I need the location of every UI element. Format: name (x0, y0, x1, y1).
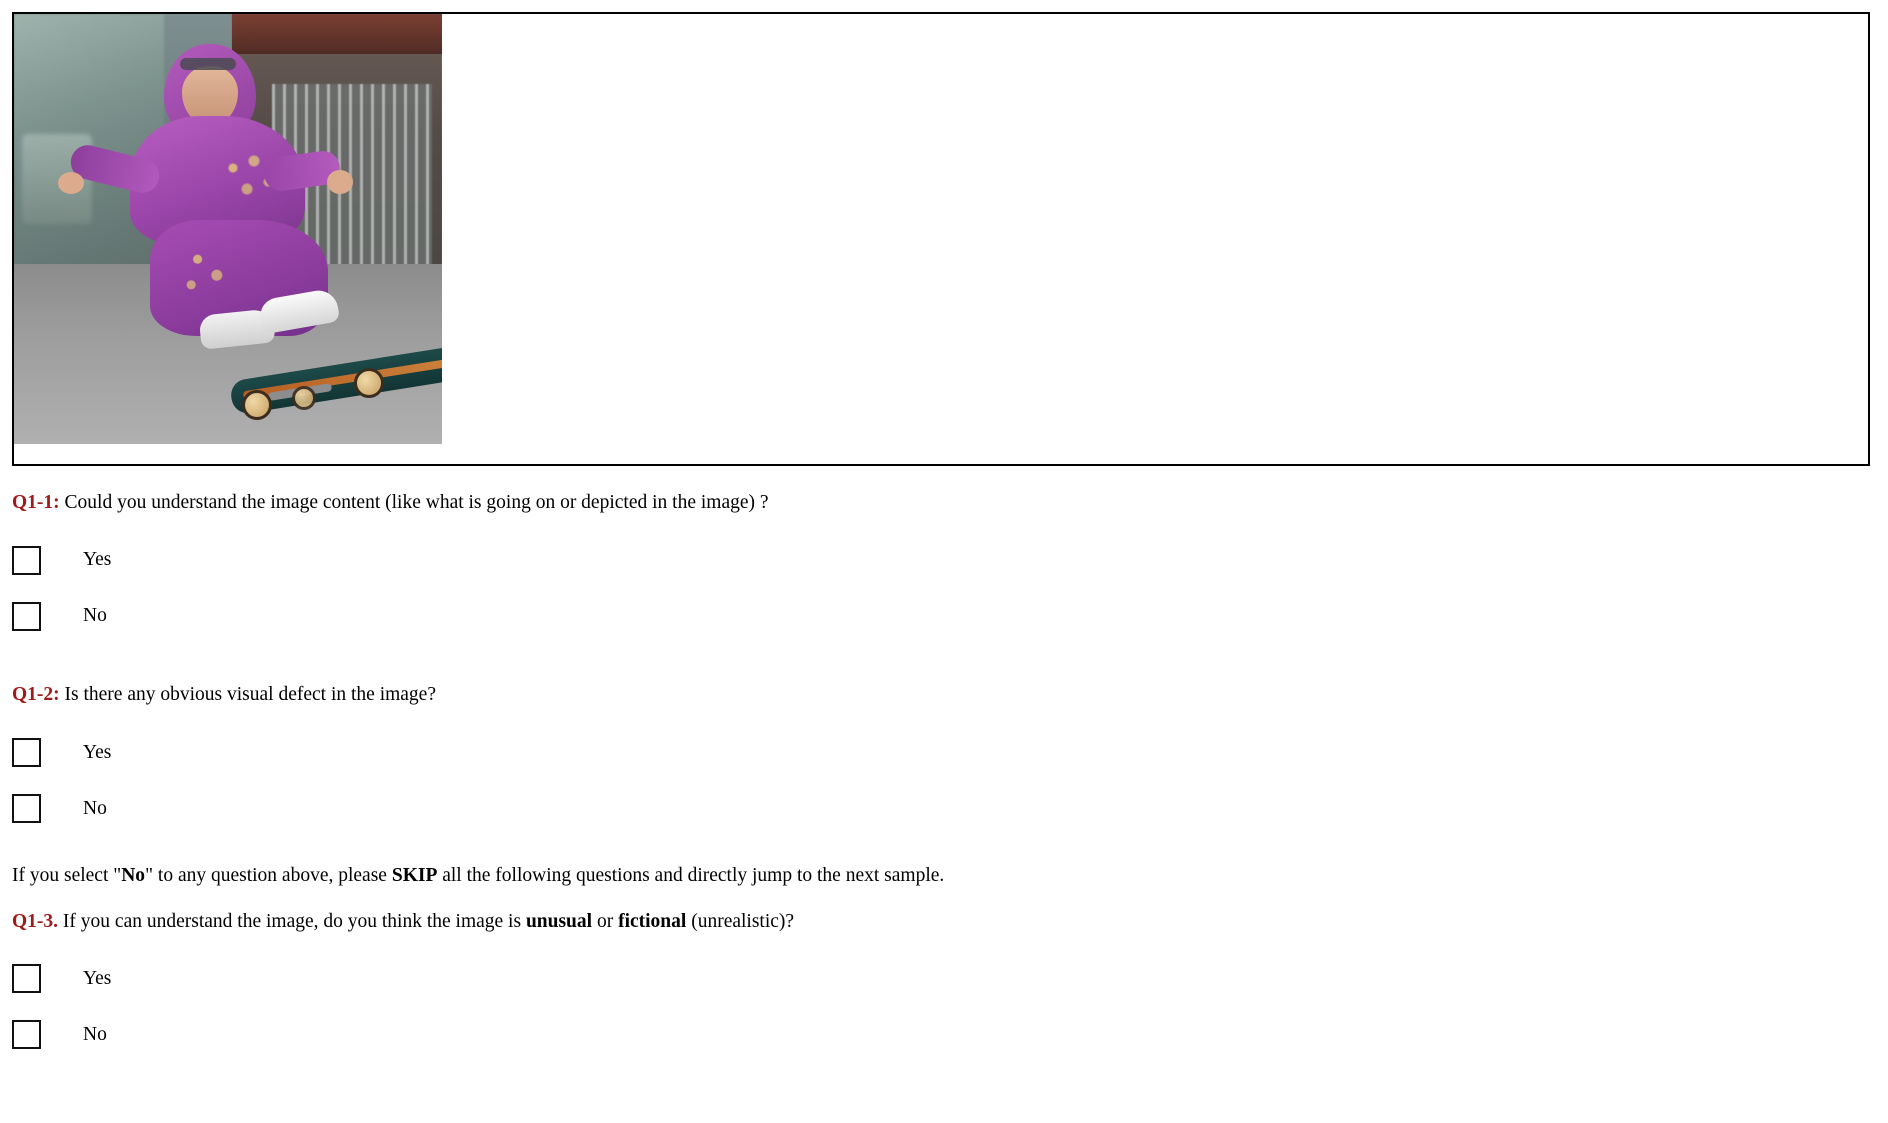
question-q1-3-part2: or (592, 910, 619, 932)
checkbox-q1-2-yes[interactable] (12, 738, 41, 767)
person-figure (92, 44, 382, 374)
checkbox-q1-2-no[interactable] (12, 794, 41, 823)
checkbox-q1-3-yes[interactable] (12, 964, 41, 993)
skip-instruction-part2: " to any question above, please (145, 864, 392, 886)
option-row[interactable] (12, 532, 1870, 588)
sample-image (14, 14, 442, 444)
question-q1-3-part3: (unrealistic)? (686, 910, 795, 932)
question-q1-3-part1: If you can understand the image, do you think the image is (58, 910, 526, 932)
question-q1-2 (12, 682, 1870, 708)
skateboard-wheel (292, 386, 316, 410)
right-hand (327, 170, 353, 194)
questions-container (0, 490, 1888, 1063)
option-row[interactable] (12, 725, 1870, 781)
option-row[interactable] (12, 951, 1870, 1007)
options-q1-1 (12, 532, 1870, 644)
skateboard-wheel (354, 368, 384, 398)
skip-instruction-bold-skip: SKIP (391, 864, 438, 886)
skateboard-wheel (242, 390, 272, 420)
option-label: No (83, 797, 107, 819)
question-q1-2-text: Is there any obvious visual defect in the image? (59, 684, 436, 706)
checkbox-q1-1-no[interactable] (12, 602, 41, 631)
image-panel (12, 12, 1870, 466)
photo-illustration (14, 14, 442, 444)
skip-instruction-bold-no: No (121, 864, 146, 886)
legs-floral-pattern (172, 240, 236, 304)
options-q1-2 (12, 725, 1870, 837)
skip-instruction-part3: all the following questions and directly jump to the next sample. (437, 864, 945, 886)
survey-page (0, 12, 1888, 1063)
question-q1-3-bold-unusual: unusual (525, 910, 593, 932)
option-row[interactable] (12, 588, 1870, 644)
option-label: Yes (83, 741, 112, 763)
options-q1-3 (12, 951, 1870, 1063)
question-q1-1 (12, 490, 1870, 516)
checkbox-q1-1-yes[interactable] (12, 546, 41, 575)
question-q1-1-text: Could you understand the image content (like what is going on or depicted in the image) ? (59, 492, 769, 513)
question-q1-3 (12, 909, 1870, 935)
skip-instruction-part1: If you select " (12, 864, 122, 886)
question-q1-3-bold-fictional: fictional (618, 910, 687, 932)
option-row[interactable] (12, 1007, 1870, 1063)
question-q1-1-label: Q1-1: (12, 492, 60, 513)
left-hand (58, 172, 84, 194)
option-row[interactable] (12, 781, 1870, 837)
question-q1-3-label: Q1-3. (12, 910, 59, 932)
checkbox-q1-3-no[interactable] (12, 1020, 41, 1049)
glasses (180, 58, 236, 70)
option-label: Yes (83, 549, 112, 571)
option-label: No (83, 605, 107, 627)
option-label: Yes (83, 967, 112, 989)
question-q1-2-label: Q1-2: (12, 684, 60, 706)
option-label: No (83, 1023, 107, 1045)
skip-instruction (12, 865, 1870, 887)
